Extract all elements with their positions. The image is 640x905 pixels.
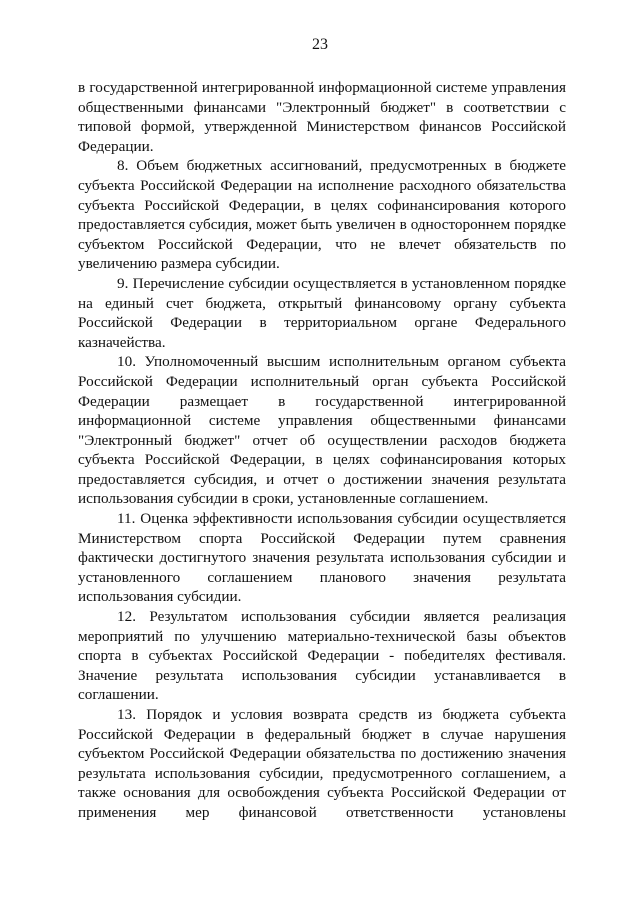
paragraph-continuation: в государственной интегрированной информационной системе управления общественными финансами "Электронный бюджет" в соответствии с типовой формой, утвержденной Министерством финансов Российской Федерации. xyxy=(78,79,566,155)
paragraph-13: 13. Порядок и условия возврата средств из бюджета субъекта Российской Федерации в федеральный бюджет в случае нарушения субъектом Российской Федерации обязательства по достижению значения результата использования субсидии, предусмотренного соглашением, а также основания для освобождения субъекта Российской Федерации от применения мер финансовой ответственности установлены xyxy=(78,706,566,821)
paragraph-12: 12. Результатом использования субсидии является реализация мероприятий по улучшению материально-технической базы объектов спорта в субъектах Российской Федерации - победителях фестиваля. Значение результата использования субсидии устанавливается в соглашении. xyxy=(78,608,566,704)
paragraph-9: 9. Перечисление субсидии осуществляется в установленном порядке на единый счет бюджета, открытый финансовому органу субъекта Российской Федерации в территориальном органе Федерального казначейства. xyxy=(78,274,566,351)
paragraph-11: 11. Оценка эффективности использования субсидии осуществляется Министерством спорта Российской Федерации путем сравнения фактически достигнутого значения результата использования субсидии и установленного соглашением планового значения результата использования субсидии. xyxy=(78,510,566,606)
paragraph-10: 10. Уполномоченный высшим исполнительным органом субъекта Российской Федерации исполнительный орган субъекта Российской Федерации размещает в государственной интегрированной информационной системе управления общественными финансами "Электронный бюджет" отчет об осуществлении расходов бюджета субъекта Российской Федерации, в целях софинансирования которых предоставляется субсидия, и отчет о достижении значения результата использования субсидии в сроки, установленные соглашением. xyxy=(78,353,566,508)
document-body xyxy=(78,78,566,823)
paragraph-8: 8. Объем бюджетных ассигнований, предусмотренных в бюджете субъекта Российской Федерации на исполнение расходного обязательства субъекта Российской Федерации, в целях софинансирования которого предоставляется субсидия, может быть увеличен в одностороннем порядке субъектом Российской Федерации, что не влечет обязательств по увеличению размера субсидии. xyxy=(78,157,566,273)
page-number: 23 xyxy=(312,36,328,53)
